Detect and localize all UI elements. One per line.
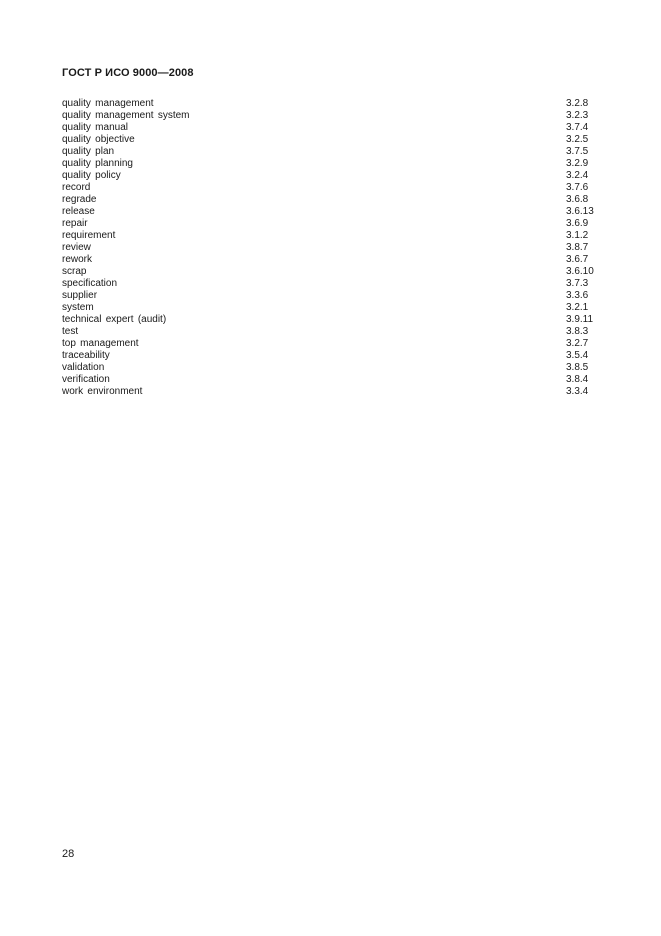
index-term: scrap xyxy=(62,266,87,277)
index-reference: 3.8.4 xyxy=(566,374,589,385)
index-entry xyxy=(62,170,602,182)
index-entry xyxy=(62,362,602,374)
index-term: supplier xyxy=(62,290,98,301)
index-term: quality management system xyxy=(62,110,190,121)
index-reference: 3.2.8 xyxy=(566,98,589,109)
index-term: quality management xyxy=(62,98,154,109)
index-entry xyxy=(62,146,602,158)
index-reference: 3.2.1 xyxy=(566,302,589,313)
index-reference: 3.7.4 xyxy=(566,122,589,133)
index-term: specification xyxy=(62,278,118,289)
index-reference: 3.3.6 xyxy=(566,290,589,301)
index-term: validation xyxy=(62,362,105,373)
index-reference: 3.6.7 xyxy=(566,254,589,265)
index-reference: 3.7.5 xyxy=(566,146,589,157)
index-reference: 3.2.9 xyxy=(566,158,589,169)
index-reference: 3.1.2 xyxy=(566,230,589,241)
index-term: quality manual xyxy=(62,122,128,133)
index-entry xyxy=(62,194,602,206)
index-term: record xyxy=(62,182,91,193)
index-reference: 3.2.5 xyxy=(566,134,589,145)
index-entry xyxy=(62,230,602,242)
index-entry xyxy=(62,314,602,326)
index-term: quality planning xyxy=(62,158,133,169)
index-entry xyxy=(62,134,602,146)
index-reference: 3.6.10 xyxy=(566,266,594,277)
index-entry xyxy=(62,326,602,338)
index-term: regrade xyxy=(62,194,97,205)
index-reference: 3.3.4 xyxy=(566,386,589,397)
index-reference: 3.8.5 xyxy=(566,362,589,373)
index-term: technical expert (audit) xyxy=(62,314,167,325)
index-entry xyxy=(62,242,602,254)
index-reference: 3.6.13 xyxy=(566,206,594,217)
index-term: requirement xyxy=(62,230,116,241)
index-term: test xyxy=(62,326,79,337)
index-reference: 3.2.7 xyxy=(566,338,589,349)
index-entry xyxy=(62,290,602,302)
index-reference: 3.9.11 xyxy=(566,314,594,325)
index-entry xyxy=(62,386,602,398)
index-entry xyxy=(62,278,602,290)
index-reference: 3.5.4 xyxy=(566,350,589,361)
index-entry xyxy=(62,218,602,230)
index-entry xyxy=(62,98,602,110)
index-term: verification xyxy=(62,374,110,385)
index-entry xyxy=(62,182,602,194)
index-term: quality objective xyxy=(62,134,135,145)
index-reference: 3.8.7 xyxy=(566,242,589,253)
index-entry xyxy=(62,338,602,350)
index-term: quality policy xyxy=(62,170,121,181)
index-entry xyxy=(62,158,602,170)
index-term: quality plan xyxy=(62,146,115,157)
document-header: ГОСТ Р ИСО 9000—2008 xyxy=(62,67,194,79)
index-term: repair xyxy=(62,218,88,229)
index-reference: 3.2.4 xyxy=(566,170,589,181)
index-reference: 3.6.8 xyxy=(566,194,589,205)
page-number: 28 xyxy=(62,848,75,860)
alphabetical-index xyxy=(62,98,602,398)
index-entry xyxy=(62,254,602,266)
index-entry xyxy=(62,302,602,314)
index-term: work environment xyxy=(62,386,143,397)
index-entry xyxy=(62,122,602,134)
index-term: rework xyxy=(62,254,93,265)
index-entry xyxy=(62,206,602,218)
index-term: system xyxy=(62,302,94,313)
index-term: traceability xyxy=(62,350,110,361)
index-reference: 3.7.6 xyxy=(566,182,589,193)
index-entry xyxy=(62,266,602,278)
index-term: review xyxy=(62,242,91,253)
index-reference: 3.6.9 xyxy=(566,218,589,229)
index-term: top management xyxy=(62,338,139,349)
index-entry xyxy=(62,374,602,386)
index-term: release xyxy=(62,206,95,217)
index-reference: 3.8.3 xyxy=(566,326,589,337)
index-entry xyxy=(62,350,602,362)
index-reference: 3.2.3 xyxy=(566,110,589,121)
index-reference: 3.7.3 xyxy=(566,278,589,289)
index-entry xyxy=(62,110,602,122)
